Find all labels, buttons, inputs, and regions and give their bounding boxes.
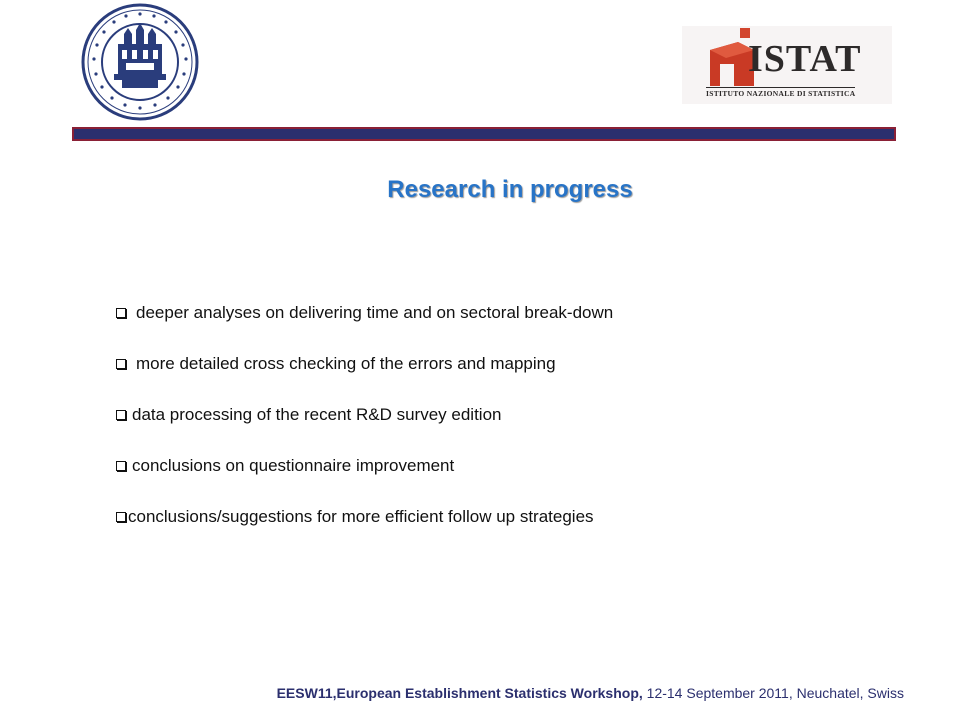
bullet-item [116,303,613,354]
bullet-item [116,354,613,405]
footer-event-details: 12-14 September 2011, Neuchatel, Swiss [642,685,904,701]
bullet-text: deeper analyses on delivering time and on sectoral break-down [136,303,614,322]
bullet-text: conclusions/suggestions for more efficient follow up strategies [128,507,594,526]
bullet-list [116,303,613,558]
istat-logo [682,26,892,104]
bullet-item [116,507,613,558]
bullet-text: data processing of the recent R&D survey edition [132,405,502,424]
bullet-item [116,456,613,507]
bullet-text: conclusions on questionnaire improvement [132,456,455,475]
seal-graphic [80,2,200,122]
istat-subtitle: ISTITUTO NAZIONALE DI STATISTICA [706,89,856,98]
header-divider-bar [72,127,896,141]
istat-wordmark: ISTAT [748,38,862,80]
footer-event-name: EESW11,European Establishment Statistics Workshop, [276,685,643,701]
square-bullet-icon [116,410,126,420]
square-bullet-icon [116,308,126,318]
slide-title: Research in progress [387,176,633,203]
bullet-text: more detailed cross checking of the errors and mapping [136,354,556,373]
square-bullet-icon [116,461,126,471]
bullet-item [116,405,613,456]
square-bullet-icon [116,512,126,522]
university-seal-logo [80,2,200,122]
slide-footer [277,685,904,701]
square-bullet-icon [116,359,126,369]
